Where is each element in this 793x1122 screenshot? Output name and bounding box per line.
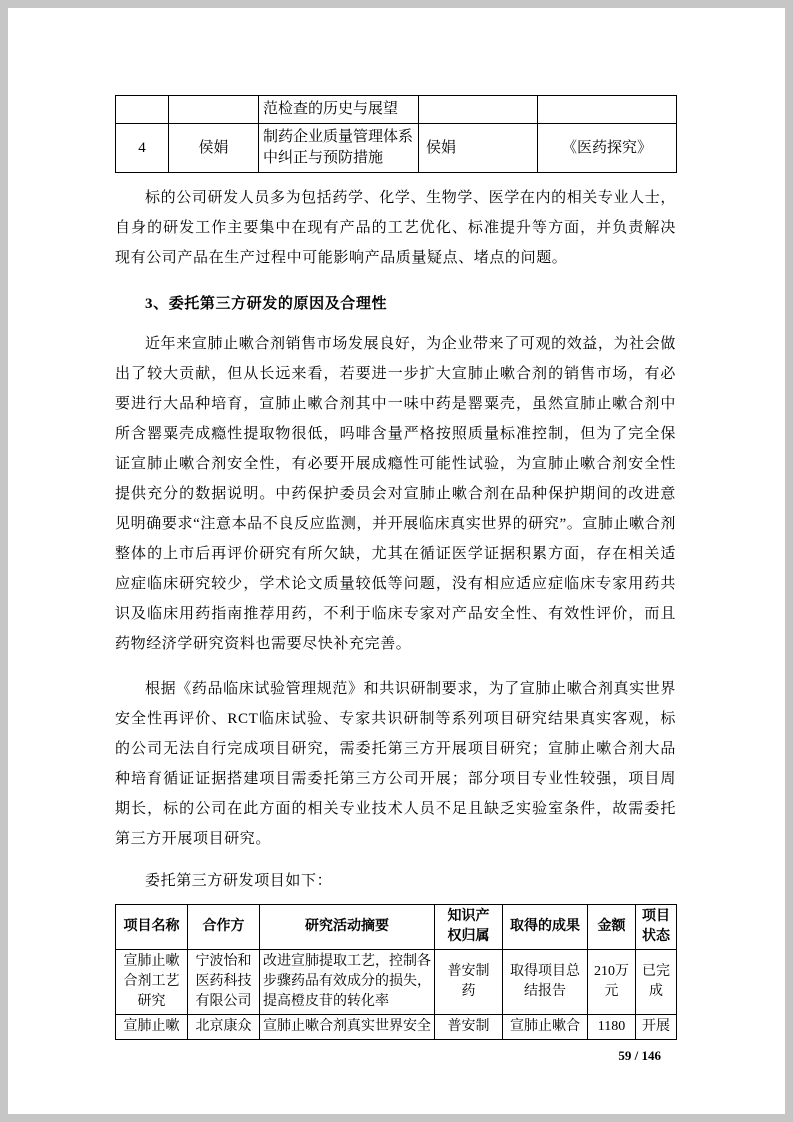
table-cell-title: 制药企业质量管理体系中纠正与预防措施 <box>259 124 419 173</box>
projects-table <box>115 904 677 1040</box>
cell-ip-ownership: 普安制药 <box>435 950 503 1015</box>
cell-amount: 1180 <box>588 1015 636 1040</box>
table-cell-person: 侯娟 <box>419 124 538 173</box>
cell-project-name: 宣肺止嗽 <box>116 1015 188 1040</box>
table-cell-num <box>116 96 169 124</box>
cell-results: 取得项目总结报告 <box>503 950 588 1015</box>
cell-status: 开展 <box>636 1015 677 1040</box>
paragraph-outsourcing-reasons: 近年来宣肺止嗽合剂销售市场发展良好，为企业带来了可观的效益，为社会做出了较大贡献，但从长远来看，若要进一步扩大宣肺止嗽合剂的销售市场，有必要进行大品种培育，宣肺止嗽合剂其中一味中药是罂粟壳，虽然宣肺止嗽合剂中所含罂粟壳成瘾性提取物很低，吗啡含量严格按照质量标准控制，但为了完全保证宣肺止嗽合剂安全性，有必要开展成瘾性可能性试验，为宣肺止嗽合剂安全性提供充分的数据说明。中药保护委员会对宣肺止嗽合剂在品种保护期间的改进意见明确要求“注意本品不良反应监测，并开展临床真实世界的研究”。宣肺止嗽合剂整体的上市后再评价研究有所欠缺，尤其在循证医学证据积累方面，存在相关适应症临床研究较少，学术论文质量较低等问题，没有相应适应症临床专家用药共识及临床用药指南推荐用药，不利于临床专家对产品安全性、有效性评价，而且药物经济学研究资料也需要尽快补充完善。 <box>115 336 676 652</box>
table-cell-journal <box>538 96 677 124</box>
paragraph-projects-intro: 委托第三方研发项目如下： <box>145 873 333 889</box>
table-cell-author: 侯娟 <box>169 124 259 173</box>
cell-results: 宣肺止嗽合 <box>503 1015 588 1040</box>
projects-table-row <box>116 1015 677 1040</box>
table-cell-person <box>419 96 538 124</box>
column-header-status: 项目状态 <box>636 905 677 950</box>
cell-partner: 北京康众 <box>188 1015 260 1040</box>
cell-summary: 宣肺止嗽合剂真实世界安全 <box>260 1015 435 1040</box>
paragraph-research-staff: 标的公司研发人员多为包括药学、化学、生物学、医学在内的相关专业人士，自身的研发工作主要集中在现有产品的工艺优化、标准提升等方面，并负责解决现有公司产品在生产过程中可能影响产品质量疑点、堵点的问题。 <box>115 190 676 266</box>
column-header-partner: 合作方 <box>188 905 260 950</box>
page-content <box>8 8 785 1064</box>
table-row <box>116 96 677 124</box>
cell-summary: 改进宣肺提取工艺，控制各步骤药品有效成分的损失，提高橙皮苷的转化率 <box>260 950 435 1015</box>
cell-partner: 宁波怡和医药科技有限公司 <box>188 950 260 1015</box>
cell-project-name: 宣肺止嗽合剂工艺研究 <box>116 950 188 1015</box>
cell-amount: 210万元 <box>588 950 636 1015</box>
table-cell-num: 4 <box>116 124 169 173</box>
column-header-ip-ownership: 知识产权归属 <box>435 905 503 950</box>
table-cell-title: 范检查的历史与展望 <box>259 96 419 124</box>
table-row <box>116 124 677 173</box>
cell-status: 已完成 <box>636 950 677 1015</box>
projects-table-row <box>116 950 677 1015</box>
document-page <box>8 8 785 1114</box>
page-number: 59 / 146 <box>618 1048 661 1063</box>
column-header-summary: 研究活动摘要 <box>260 905 435 950</box>
column-header-amount: 金额 <box>588 905 636 950</box>
projects-table-header-row <box>116 905 677 950</box>
paragraph-outsourcing-basis: 根据《药品临床试验管理规范》和共识研制要求，为了宣肺止嗽合剂真实世界安全性再评价、RCT临床试验、专家共识研制等系列项目研究结果真实客观，标的公司无法自行完成项目研究，需委托第三方开展项目研究；宣肺止嗽合剂大品种培育循证证据搭建项目需委托第三方公司开展；部分项目专业性较强，项目周期长，标的公司在此方面的相关专业技术人员不足且缺乏实验室条件，故需委托第三方开展项目研究。 <box>115 681 676 847</box>
cell-ip-ownership: 普安制 <box>435 1015 503 1040</box>
publications-table-continued <box>115 95 677 173</box>
table-cell-author <box>169 96 259 124</box>
column-header-results: 取得的成果 <box>503 905 588 950</box>
table-cell-journal: 《医药探究》 <box>538 124 677 173</box>
section-heading: 3、委托第三方研发的原因及合理性 <box>145 296 388 312</box>
column-header-project-name: 项目名称 <box>116 905 188 950</box>
